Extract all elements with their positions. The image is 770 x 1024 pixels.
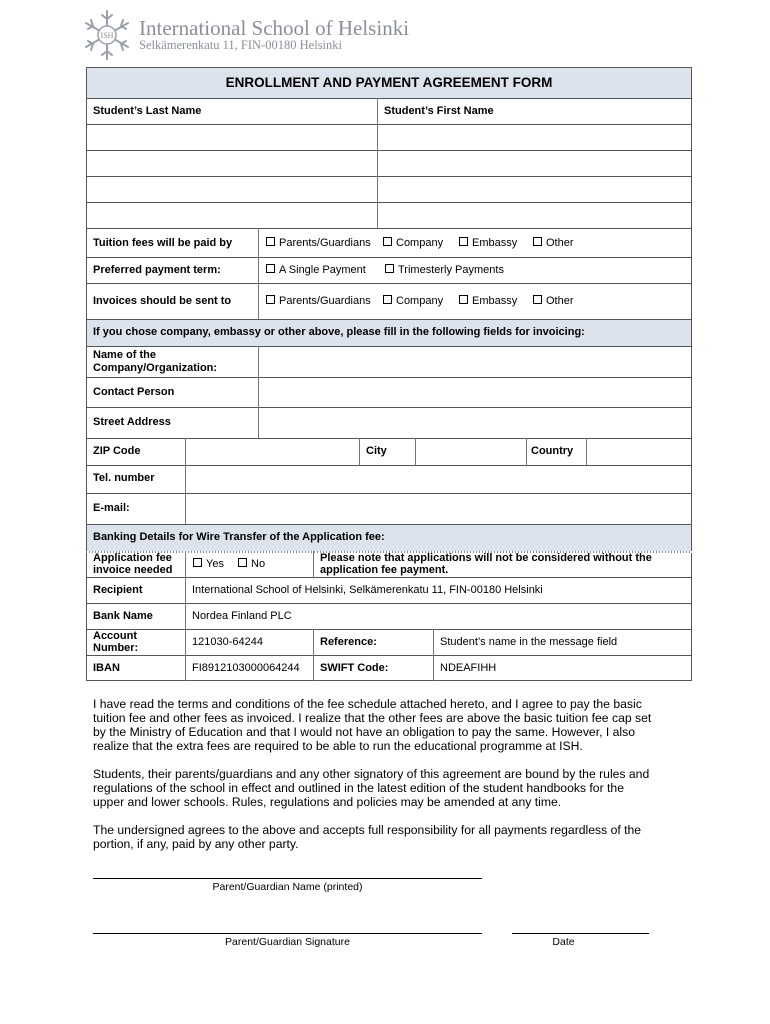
- reference-value: Student’s name in the message field: [440, 636, 618, 648]
- trimesterly-payments-checkbox[interactable]: [385, 264, 504, 276]
- reference-label: Reference:: [320, 636, 377, 648]
- text-line: realize that the extra fees are required to be able to run the educational programme at ISH.: [93, 739, 583, 753]
- zip-code-input[interactable]: [186, 439, 358, 464]
- terms-paragraph-3: [93, 823, 688, 851]
- option-label: Parents/Guardians: [279, 295, 371, 307]
- checkbox-icon: [266, 237, 275, 246]
- email-input[interactable]: [186, 494, 691, 523]
- country-input[interactable]: [587, 439, 691, 464]
- text-line: The undersigned agrees to the above and accepts full responsibility for all payments regardless of the: [93, 823, 642, 837]
- tel-number-label: Tel. number: [93, 472, 155, 484]
- invoice-other-checkbox[interactable]: [533, 295, 574, 307]
- checkbox-icon: [459, 295, 468, 304]
- option-label: Embassy: [472, 295, 518, 307]
- signature-line[interactable]: [93, 933, 482, 934]
- text-line: tuition fee and other fees as invoiced. I realize that the other fees are above the basic tuition fee cap set: [93, 711, 652, 725]
- enrollment-form: [86, 67, 692, 681]
- company-label-line1: Name of the: [93, 349, 156, 361]
- invoice-parents-checkbox[interactable]: [266, 295, 371, 307]
- invoice-embassy-checkbox[interactable]: [459, 295, 517, 307]
- text-line: regulations of the school in effect and outlined in the latest edition of the student handbooks for the: [93, 781, 624, 795]
- checkbox-icon: [533, 237, 542, 246]
- checkbox-icon: [383, 295, 392, 304]
- app-fee-label-line1: Application fee: [93, 552, 172, 564]
- street-address-input[interactable]: [259, 408, 691, 437]
- banking-heading: Banking Details for Wire Transfer of the Application fee:: [93, 531, 385, 543]
- school-name: International School of Helsinki: [139, 16, 410, 40]
- terms-paragraph-2: [93, 767, 688, 809]
- email-label: E-mail:: [93, 502, 130, 514]
- text-line: I have read the terms and conditions of the fee schedule attached hereto, and I agree to pay the basic: [93, 697, 642, 711]
- contact-person-label: Contact Person: [93, 386, 175, 398]
- first-name-label: Student’s First Name: [384, 105, 494, 117]
- terms-paragraph-1: [93, 697, 688, 753]
- tel-number-input[interactable]: [186, 466, 691, 492]
- city-input[interactable]: [416, 439, 525, 464]
- checkbox-icon: [459, 237, 468, 246]
- account-number-value: 121030-64244: [192, 636, 263, 648]
- text-line: Students, their parents/guardians and any other signatory of this agreement are bound by the rules and: [93, 767, 650, 781]
- recipient-label: Recipient: [93, 584, 143, 596]
- option-label: A Single Payment: [279, 264, 366, 276]
- last-name-label: Student’s Last Name: [93, 105, 202, 117]
- name-printed-line[interactable]: [93, 878, 482, 879]
- swift-code-label: SWIFT Code:: [320, 662, 389, 674]
- checkbox-icon: [193, 558, 202, 567]
- payer-other-checkbox[interactable]: [533, 237, 574, 249]
- payment-term-label: Preferred payment term:: [93, 264, 221, 276]
- text-line: upper and lower schools. Rules, regulations and policies may be amended at any time.: [93, 795, 562, 809]
- iban-label: IBAN: [93, 662, 120, 674]
- school-address: Selkämerenkatu 11, FIN-00180 Helsinki: [139, 38, 342, 52]
- checkbox-icon: [238, 558, 247, 567]
- swift-code-value: NDEAFIHH: [440, 662, 497, 674]
- option-label: No: [251, 558, 266, 570]
- zip-code-label: ZIP Code: [93, 445, 141, 457]
- form-title: ENROLLMENT AND PAYMENT AGREEMENT FORM: [225, 75, 553, 90]
- account-number-label-line2: Number:: [93, 642, 139, 654]
- last-name-input[interactable]: [87, 125, 376, 227]
- option-label: Trimesterly Payments: [398, 264, 504, 276]
- app-fee-note-line1: Please note that applications will not be considered without the: [320, 552, 652, 564]
- single-payment-checkbox[interactable]: [266, 264, 366, 276]
- company-label-line2: Company/Organization:: [93, 362, 218, 374]
- bank-name-value: Nordea Finland PLC: [192, 610, 292, 622]
- first-name-input[interactable]: [378, 125, 691, 227]
- app-fee-yes-checkbox[interactable]: [193, 558, 224, 570]
- option-label: Company: [396, 237, 444, 249]
- date-line[interactable]: [512, 933, 649, 934]
- payer-company-checkbox[interactable]: [383, 237, 443, 249]
- invoice-label: Invoices should be sent to: [93, 295, 232, 307]
- contact-person-input[interactable]: [259, 378, 691, 406]
- bank-name-label: Bank Name: [93, 610, 153, 622]
- payer-embassy-checkbox[interactable]: [459, 237, 517, 249]
- account-number-label-line1: Account: [93, 630, 137, 642]
- checkbox-icon: [266, 295, 275, 304]
- school-logo-snowflake-icon: [80, 8, 134, 62]
- payer-parents-checkbox[interactable]: [266, 237, 371, 249]
- checkbox-icon: [383, 237, 392, 246]
- option-label: Parents/Guardians: [279, 237, 371, 249]
- text-line: by the Ministry of Education and that I would not have an obligation to pay the same. However, I also: [93, 725, 635, 739]
- signature-label: Parent/Guardian Signature: [225, 936, 350, 948]
- option-label: Company: [396, 295, 444, 307]
- option-label: Embassy: [472, 237, 518, 249]
- checkbox-icon: [266, 264, 275, 273]
- logo-text: ISH: [100, 31, 114, 40]
- street-address-label: Street Address: [93, 416, 171, 428]
- iban-value: FI8912103000064244: [192, 662, 300, 674]
- country-label: Country: [531, 445, 574, 457]
- app-fee-no-checkbox[interactable]: [238, 558, 265, 570]
- checkbox-icon: [533, 295, 542, 304]
- tuition-label: Tuition fees will be paid by: [93, 237, 233, 249]
- invoicing-note: If you chose company, embassy or other above, please fill in the following fields for invoicing:: [93, 326, 585, 338]
- invoice-company-checkbox[interactable]: [383, 295, 443, 307]
- option-label: Yes: [206, 558, 224, 570]
- city-label: City: [366, 445, 387, 457]
- company-input[interactable]: [259, 347, 691, 376]
- app-fee-note-line2: application fee payment.: [320, 564, 449, 576]
- date-label: Date: [552, 936, 575, 948]
- text-line: portion, if any, paid by any other party.: [93, 837, 299, 851]
- app-fee-label-line2: invoice needed: [93, 564, 173, 576]
- checkbox-icon: [385, 264, 394, 273]
- option-label: Other: [546, 237, 574, 249]
- option-label: Other: [546, 295, 574, 307]
- name-printed-label: Parent/Guardian Name (printed): [212, 881, 363, 893]
- recipient-value: International School of Helsinki, Selkämerenkatu 11, FIN-00180 Helsinki: [192, 584, 543, 596]
